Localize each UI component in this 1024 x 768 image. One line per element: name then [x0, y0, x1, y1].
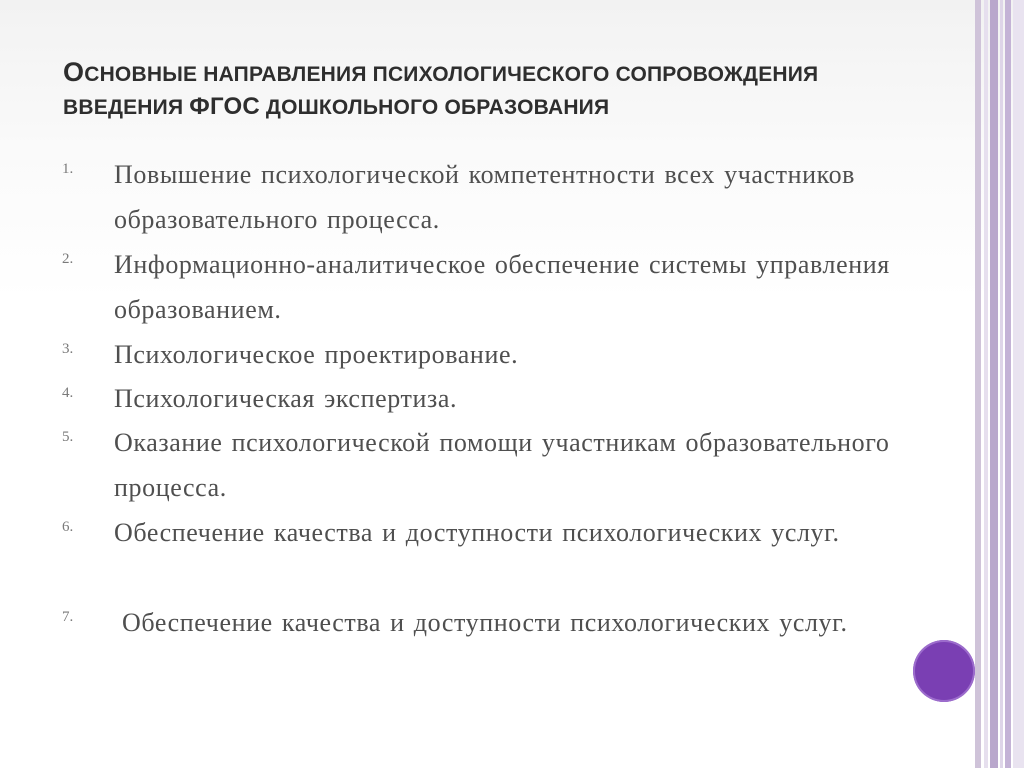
list-item: [0, 152, 960, 242]
decorative-stripe: [975, 0, 981, 768]
list-item-text: Повышение психологической компетентности всех участников образовательного процесса.: [114, 160, 856, 234]
decorative-stripe: [984, 0, 988, 768]
list-item-text: Обеспечение качества и доступности психологических услуг.: [122, 608, 848, 637]
decorative-stripe: [1005, 0, 1011, 768]
list-item-number: 7.: [62, 609, 74, 625]
title-fgos: ФГОС: [189, 93, 260, 120]
list-item-number: 5.: [62, 429, 74, 445]
list-item-number: 1.: [62, 161, 74, 177]
list-item: [0, 600, 960, 690]
list-item-number: 2.: [62, 251, 74, 267]
list-item-number: 3.: [62, 341, 74, 357]
title-line1: СНОВНЫЕ НАПРАВЛЕНИЯ ПСИХОЛОГИЧЕСКОГО СОПРОВОЖДЕНИЯ: [84, 63, 819, 86]
directions-list: [0, 152, 960, 690]
list-item-text: Информационно-аналитическое обеспечение системы управления образованием.: [114, 250, 890, 324]
title-line2-pre: ВВЕДЕНИЯ: [63, 96, 190, 119]
decorative-stripe: [990, 0, 998, 768]
list-item-text: Психологическое проектирование.: [114, 340, 519, 369]
list-item: [0, 420, 960, 510]
title-first-letter: О: [63, 57, 85, 87]
list-item: [0, 242, 960, 332]
list-item-number: 4.: [62, 385, 74, 401]
list-item-text: Психологическая экспертиза.: [114, 384, 458, 413]
list-item-text: Оказание психологической помощи участникам образовательного процесса.: [114, 428, 890, 502]
list-item: [0, 376, 960, 420]
decorative-circle: [913, 640, 975, 702]
decorative-stripe: [1013, 0, 1024, 768]
list-item: [0, 332, 960, 376]
slide-title: [63, 56, 963, 124]
title-line2-post: ДОШКОЛЬНОГО ОБРАЗОВАНИЯ: [259, 96, 610, 119]
decorative-stripe: [1000, 0, 1003, 768]
list-item-number: 6.: [62, 519, 74, 535]
list-item: [0, 510, 960, 600]
list-item-text: Обеспечение качества и доступности психологических услуг.: [114, 518, 840, 547]
